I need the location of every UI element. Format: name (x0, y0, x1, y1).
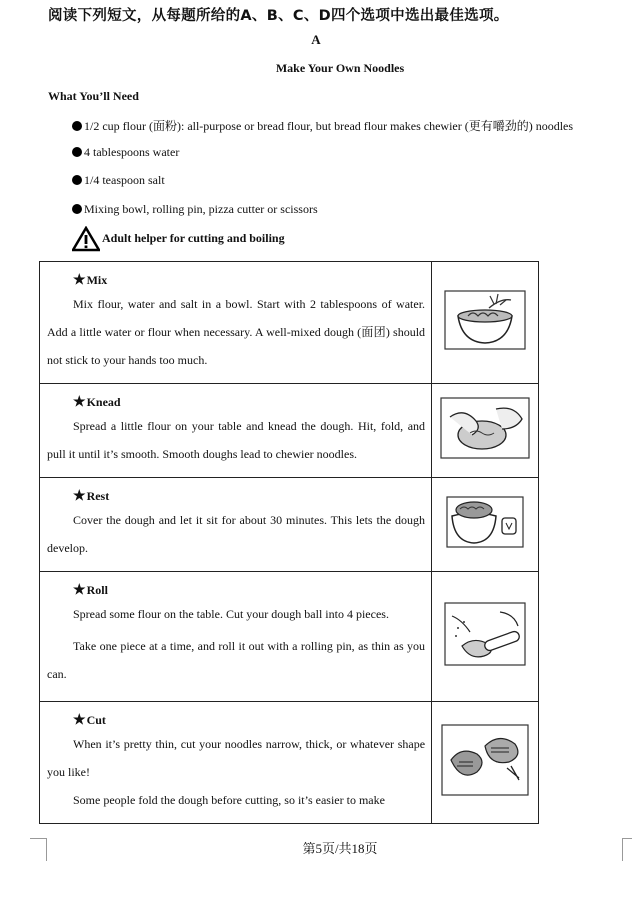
rolling-pin-icon (444, 602, 526, 666)
bullet-icon (72, 204, 82, 214)
step-heading (73, 394, 431, 412)
step-paragraph: When it’s pretty thin, cut your noodles narrow, thick, or whatever shape you like! (47, 737, 426, 779)
ingredient-text: 4 tablespoons water (84, 145, 180, 159)
step-paragraph: Cover the dough and let it sit for about 30 minutes. This lets the dough develop. (47, 513, 426, 555)
star-icon: ★ (73, 713, 86, 728)
ingredient-text: Mixing bowl, rolling pin, pizza cutter or scissors (84, 202, 318, 216)
step-picture-cell (432, 262, 539, 384)
step-name: Rest (86, 489, 110, 503)
bowl-icon (444, 290, 526, 350)
ingredient-item (72, 117, 573, 134)
step-row (40, 572, 539, 702)
step-picture-cell (432, 702, 539, 824)
star-icon: ★ (73, 273, 86, 288)
star-icon: ★ (73, 489, 86, 504)
steps-table (39, 261, 539, 824)
ingredient-item (72, 173, 165, 188)
step-text-cell (40, 702, 432, 824)
step-row (40, 702, 539, 824)
step-paragraph: Mix flour, water and salt in a bowl. Start with 2 tablespoons of water. Add a little water or flour when necessary. A well-mixed dough (面团) should not stick to your hands too much. (47, 297, 426, 367)
step-name: Knead (86, 395, 121, 409)
warning-text: Adult helper for cutting and boiling (102, 230, 285, 245)
need-heading: What You’ll Need (48, 89, 139, 103)
step-heading (73, 488, 431, 506)
section-label: A (311, 32, 321, 47)
step-heading (73, 272, 431, 290)
page-title: Make Your Own Noodles (275, 61, 405, 75)
step-row (40, 478, 539, 572)
step-text-cell (40, 384, 432, 478)
step-name: Roll (86, 583, 108, 597)
warning-icon (72, 226, 100, 252)
bullet-icon (72, 175, 82, 185)
step-paragraph: Spread a little flour on your table and knead the dough. Hit, fold, and pull it until it’s smooth. Smooth doughs lead to chewier noodles. (47, 419, 426, 461)
step-picture-cell (432, 384, 539, 478)
star-icon: ★ (73, 583, 86, 598)
ingredient-text: 1/4 teaspoon salt (84, 173, 165, 187)
step-text-cell (40, 478, 432, 572)
ingredient-item (72, 202, 318, 217)
star-icon: ★ (73, 395, 86, 410)
ingredient-text: 1/2 cup flour (面粉): all-purpose or bread flour, but bread flour makes chewier (更有嚼劲的) noodles (84, 119, 574, 133)
bullet-icon (72, 147, 82, 157)
step-name: Mix (86, 273, 108, 287)
bullet-icon (72, 121, 82, 131)
step-heading (73, 712, 431, 730)
step-heading (73, 582, 431, 600)
step-text-cell (40, 262, 432, 384)
page-footer: 第5页/共18页 (302, 841, 378, 856)
warning-note (72, 226, 285, 252)
step-text-cell (40, 572, 432, 702)
step-paragraph: Take one piece at a time, and roll it out with a rolling pin, as thin as you can. (47, 639, 426, 681)
covered-bowl-timer-icon (446, 496, 524, 548)
step-row (40, 384, 539, 478)
kneading-hands-icon (440, 397, 530, 459)
instruction: 阅读下列短文，从每题所给的A、B、C、D四个选项中选出最佳选项。 (48, 8, 509, 24)
step-row (40, 262, 539, 384)
step-picture-cell (432, 478, 539, 572)
step-paragraph: Some people fold the dough before cutting, so it’s easier to make (73, 793, 385, 807)
step-paragraph: Spread some flour on the table. Cut your dough ball into 4 pieces. (73, 607, 389, 621)
ingredient-item (72, 145, 179, 160)
step-picture-cell (432, 572, 539, 702)
step-name: Cut (86, 713, 106, 727)
cut-dough-icon (441, 724, 529, 796)
